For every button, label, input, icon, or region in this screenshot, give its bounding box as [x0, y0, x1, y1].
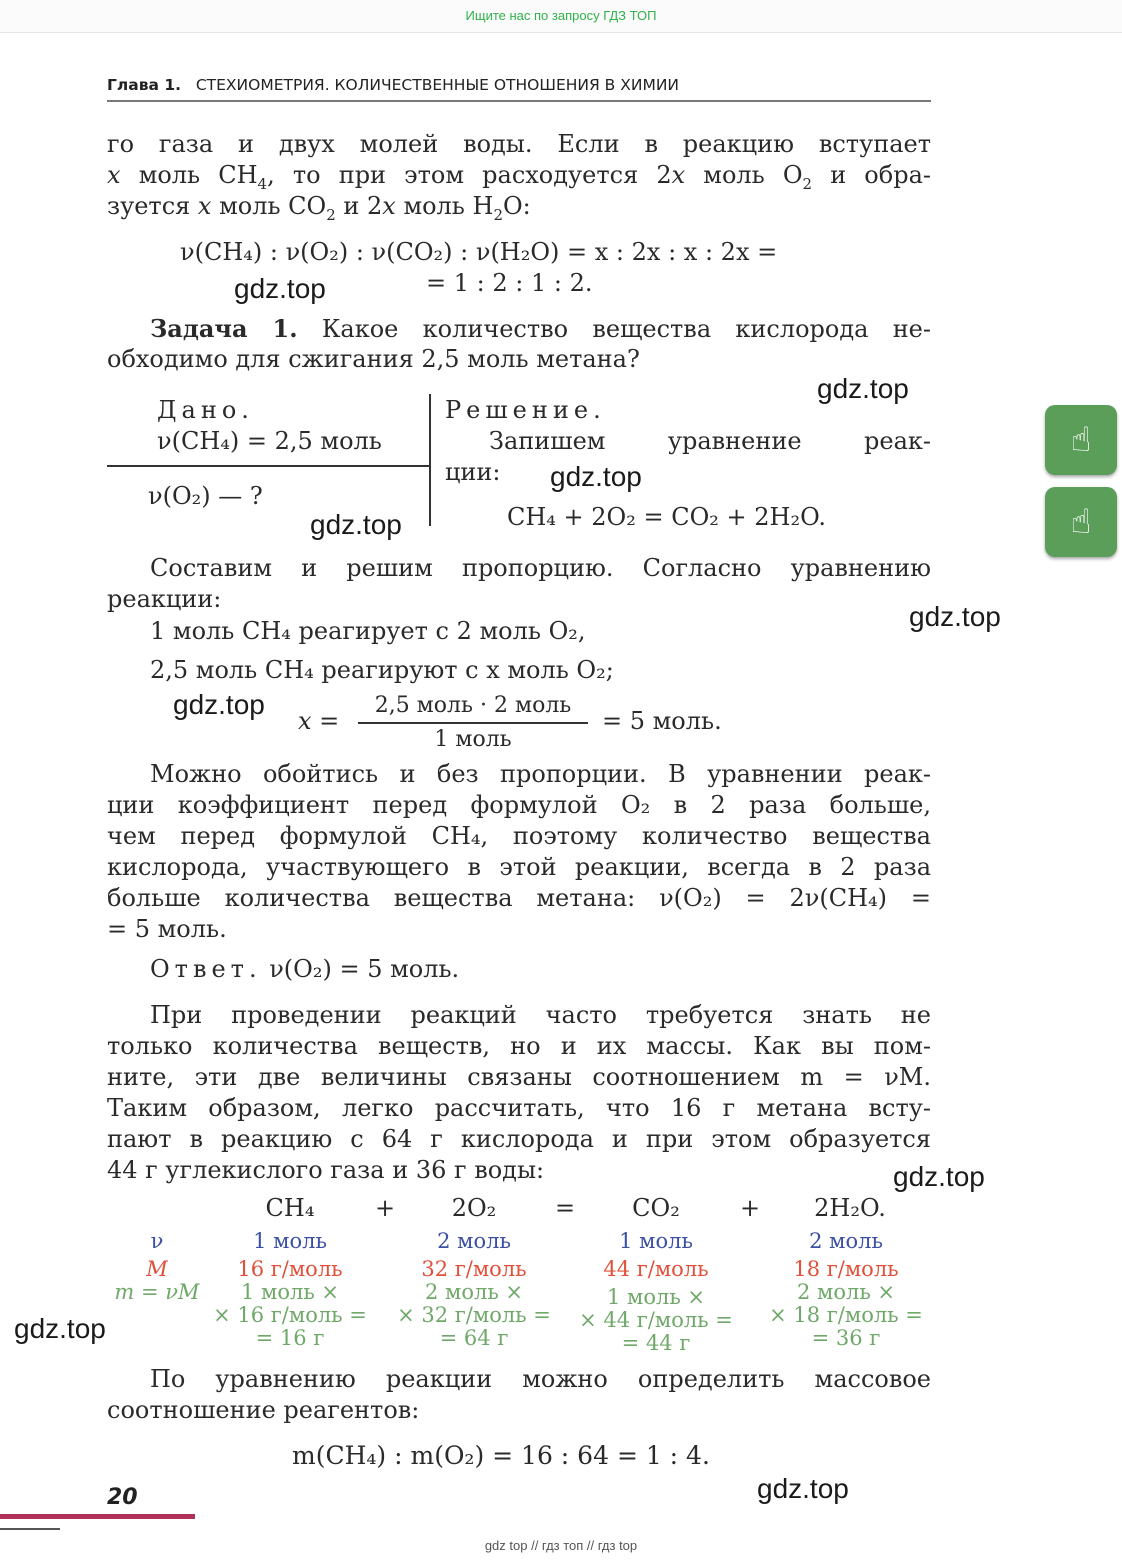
para1-line1: го газа и двух молей воды. Если в реакцию вступает — [107, 130, 931, 158]
watermark: gdz.top — [757, 1473, 849, 1504]
given-solution-divider — [429, 394, 431, 526]
chapter-label: Глава 1. — [107, 76, 182, 94]
para2-line6: = 5 моль. — [107, 915, 227, 943]
para2-line1: Можно обойтись и без пропорции. В уравнении реак- — [150, 760, 931, 788]
table-plus-1: + — [374, 1194, 396, 1222]
nu-h2o: 2 моль — [809, 1229, 883, 1253]
mass-o2-line2: × 32 г/моль = — [397, 1303, 551, 1327]
ratio-equation-line2: = 1 : 2 : 1 : 2. — [426, 269, 593, 297]
molar-mass-o2: 32 г/моль — [421, 1257, 527, 1281]
para3-line4: Таким образом, легко рассчитать, что 16 г метана всту- — [107, 1094, 931, 1122]
para3-line2: только количества веществ, но и их массы. Как вы пом- — [107, 1032, 931, 1060]
given-find: ν(O₂) — ? — [148, 482, 263, 510]
top-banner[interactable]: Ищите нас по запросу ГДЗ ТОП — [0, 0, 1122, 33]
fraction-bar — [358, 722, 588, 724]
task1-line2: обходимо для сжигания 2,5 моль метана? — [107, 345, 640, 373]
proportion-line1: 1 моль CH₄ реагирует с 2 моль O₂, — [150, 617, 586, 645]
table-formula-co2: CO₂ — [632, 1194, 680, 1222]
watermark: gdz.top — [310, 509, 402, 540]
mass-o2-line3: = 64 г — [439, 1326, 509, 1350]
watermark: gdz.top — [14, 1313, 106, 1344]
watermark: gdz.top — [173, 689, 265, 720]
para3-line6: 44 г углекислого газа и 36 г воды: — [107, 1156, 545, 1184]
chapter-title: СТЕХИОМЕТРИЯ. КОЛИЧЕСТВЕННЫЕ ОТНОШЕНИЯ В ХИМИИ — [195, 76, 680, 94]
para3-line1: При проведении реакций часто требуется знать не — [150, 1001, 931, 1029]
mass-h2o-line3: = 36 г — [811, 1326, 881, 1350]
task1-label: Задача 1. — [150, 314, 298, 343]
molar-mass-co2: 44 г/моль — [603, 1257, 709, 1281]
mass-co2-line1: 1 моль × — [606, 1285, 706, 1309]
solution-line2: ции: — [445, 458, 501, 486]
mass-ch4-line2: × 16 г/моль = — [213, 1303, 367, 1327]
watermark: gdz.top — [234, 273, 326, 304]
hand-touch-icon: ☝ — [1070, 420, 1092, 460]
side-button-1[interactable] — [1045, 405, 1117, 475]
mass-o2-line1: 2 моль × — [424, 1280, 524, 1304]
mass-co2-line3: = 44 г — [621, 1331, 691, 1355]
table-plus-2: + — [739, 1194, 761, 1222]
row-label-mass: m = νM — [114, 1280, 200, 1304]
nu-co2: 1 моль — [619, 1229, 693, 1253]
answer — [150, 954, 459, 985]
nu-ch4: 1 моль — [253, 1229, 327, 1253]
fraction-x-label: x = — [298, 707, 340, 735]
table-formula-h2o: 2H₂O. — [814, 1194, 886, 1222]
nu-o2: 2 моль — [437, 1229, 511, 1253]
hand-touch-icon: ☝ — [1070, 502, 1092, 542]
para1-line3: зуется x моль $CO_2$ и 2x моль $H_2O$: — [107, 192, 531, 224]
page-number: 20 — [107, 1485, 138, 1510]
chapter-header — [107, 76, 931, 102]
para2-line3: чем перед формулой CH₄, поэтому количество вещества — [107, 822, 931, 850]
page-bar-accent — [0, 1514, 195, 1519]
fraction-denominator: 1 моль — [434, 727, 512, 752]
watermark: gdz.top — [817, 373, 909, 404]
row-label-molar-mass: M — [146, 1257, 168, 1281]
mass-ch4-line1: 1 моль × — [240, 1280, 340, 1304]
para2-line2: ции коэффициент перед формулой O₂ в 2 раза больше, — [107, 791, 931, 819]
mass-co2-line2: × 44 г/моль = — [579, 1308, 733, 1332]
answer-value: ν(O₂) = 5 моль. — [269, 955, 460, 983]
watermark: gdz.top — [893, 1161, 985, 1192]
mass-h2o-line2: × 18 г/моль = — [769, 1303, 923, 1327]
proportion-intro2: реакции: — [107, 585, 222, 613]
table-formula-o2: 2O₂ — [451, 1194, 497, 1222]
fraction-result: = 5 моль. — [602, 707, 722, 735]
fraction-numerator: 2,5 моль · 2 моль — [374, 693, 572, 718]
watermark: gdz.top — [550, 461, 642, 492]
watermark: gdz.top — [909, 601, 1001, 632]
molar-mass-h2o: 18 г/моль — [793, 1257, 899, 1281]
proportion-intro1: Составим и решим пропорцию. Согласно уравнению — [150, 554, 931, 582]
para1-line2: x моль $CH_4$, то при этом расходуется 2x моль $O_2$ и обра- — [107, 161, 931, 193]
para2-line4: кислорода, участвующего в этой реакции, всегда в 2 раза — [107, 853, 931, 881]
task1-line1: Задача 1. Какое количество вещества кислорода не- — [150, 314, 931, 343]
footer-links[interactable]: gdz top // гдз топ // гдз top — [484, 1538, 638, 1553]
para3-line5: пают в реакцию с 64 г кислорода и при этом образуется — [107, 1125, 931, 1153]
para3-line3: ните, эти две величины связаны соотношением m = νM. — [107, 1063, 931, 1091]
solution-equation: CH₄ + 2O₂ = CO₂ + 2H₂O. — [507, 503, 826, 531]
molar-mass-ch4: 16 г/моль — [237, 1257, 343, 1281]
solution-line1: Запишем уравнение реак- — [489, 427, 931, 455]
given-value: ν(CH₄) = 2,5 моль — [157, 427, 382, 455]
ratio-equation-line1: ν(CH₄) : ν(O₂) : ν(CO₂) : ν(H₂O) = x : 2x : x : 2x = — [180, 238, 778, 266]
answer-label: Ответ. — [150, 955, 262, 983]
given-divider — [107, 465, 429, 467]
proportion-line2: 2,5 моль CH₄ реагируют с x моль O₂; — [150, 656, 614, 684]
solution-heading: Решение. — [445, 396, 606, 424]
table-equals: = — [554, 1194, 576, 1222]
para4-line1: По уравнению реакции можно определить массовое — [150, 1365, 931, 1393]
page-bar-thin — [0, 1528, 60, 1530]
row-label-nu: ν — [150, 1229, 164, 1253]
side-button-2[interactable] — [1045, 487, 1117, 557]
given-heading: Дано. — [157, 396, 254, 424]
para4-line2: соотношение реагентов: — [107, 1396, 420, 1424]
para2-line5: больше количества вещества метана: ν(O₂) = 2ν(CH₄) = — [107, 884, 931, 912]
mass-ratio-equation: m(CH₄) : m(O₂) = 16 : 64 = 1 : 4. — [292, 1441, 710, 1470]
mass-h2o-line1: 2 моль × — [796, 1280, 896, 1304]
mass-ch4-line3: = 16 г — [255, 1326, 325, 1350]
table-formula-ch4: CH₄ — [265, 1194, 315, 1222]
